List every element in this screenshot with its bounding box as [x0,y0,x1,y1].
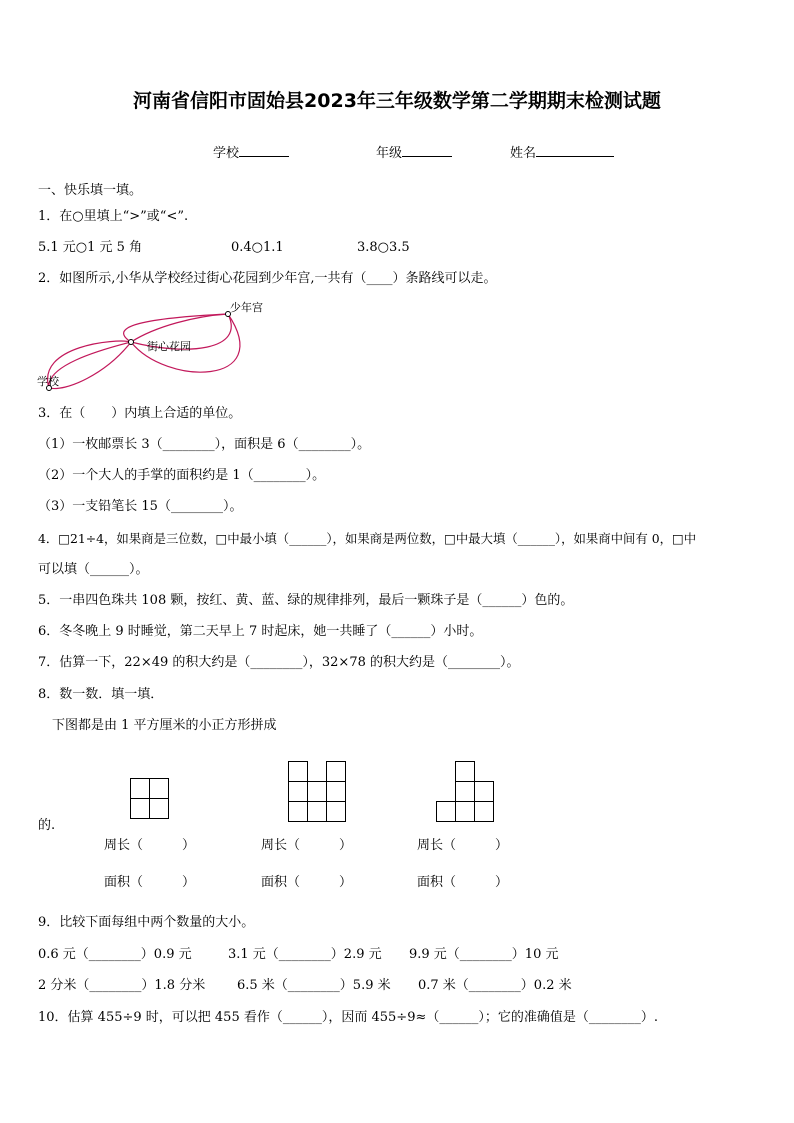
question-4-line-1: 4．□21÷4，如果商是三位数，□中最小填（______），如果商是两位数，□中最大填（______），如果商中间有 0，□中 [38,531,697,546]
page-title: 河南省信阳市固始县2023年三年级数学第二学期期末检测试题 [133,90,661,112]
question-6: 6．冬冬晚上 9 时睡觉，第二天早上 7 时起床，她一共睡了（______）小时。 [38,624,483,639]
q3-sub-3: （3）一支铅笔长 15（________）。 [38,499,243,514]
q8-intro: 下图都是由 1 平方厘米的小正方形拼成 [52,718,277,733]
perimeter-label-2: 周长（ ） [261,838,353,853]
q9-row2-3: 0.7 米（________）0.2 米 [418,978,572,993]
perimeter-label-1: 周长（ ） [104,838,196,853]
palace-label-map: 少年宫 [230,301,263,314]
school-label: 学校 [213,146,240,161]
q9-row1-3: 9.9 元（________）10 元 [409,947,559,962]
q1-item-1: 5.1 元○1 元 5 角 [38,240,143,255]
perimeter-label-3: 周长（ ） [417,838,509,853]
question-5: 5．一串四色珠共 108 颗，按红、黄、蓝、绿的规律排列，最后一颗珠子是（______）色的。 [38,593,574,608]
question-4-line-2: 可以填（______）。 [38,562,149,577]
grade-label: 年级 [376,146,403,161]
q8-tail: 的. [38,818,56,833]
q9-row1-2: 3.1 元（________）2.9 元 [228,947,382,962]
name-field [510,142,614,161]
question-2: 2．如图所示,小华从学校经过街心花园到少年宫,一共有（____）条路线可以走。 [38,271,497,286]
grade-field [376,142,452,161]
q1-item-3: 3.8○3.5 [357,240,410,255]
question-3: 3．在（ ）内填上合适的单位。 [38,406,242,421]
area-label-3: 面积（ ） [417,875,509,890]
grade-blank [402,144,452,157]
name-blank [536,144,614,157]
question-8: 8．数一数．填一填． [38,687,164,702]
q9-row2-2: 6.5 米（________）5.9 米 [237,978,391,993]
area-label-2: 面积（ ） [261,875,353,890]
name-label: 姓名 [510,146,537,161]
q3-sub-1: （1）一枚邮票长 3（________），面积是 6（________）。 [38,437,371,452]
school-field [213,142,289,161]
area-label-1: 面积（ ） [104,875,196,890]
school-label-map: 学校 [37,375,59,388]
q1-item-2: 0.4○1.1 [231,240,284,255]
garden-node [129,340,134,345]
question-7: 7．估算一下，22×49 的积大约是（________），32×78 的积大约是（________）。 [38,655,520,670]
garden-label-map: 街心花园 [147,340,191,353]
section-heading: 一、快乐填一填。 [38,183,143,198]
school-blank [239,144,289,157]
q9-row1-1: 0.6 元（________）0.9 元 [38,947,192,962]
q9-row2-1: 2 分米（________）1.8 分米 [38,978,206,993]
question-9: 9．比较下面每组中两个数量的大小。 [38,915,255,930]
q3-sub-2: （2）一个大人的手掌的面积约是 1（________）。 [38,468,326,483]
question-1: 1．在○里填上“>”或“<”. [38,209,189,224]
question-10: 10．估算 455÷9 时，可以把 455 看作（______），因而 455÷9≈（______）；它的准确值是（________）. [38,1010,658,1025]
